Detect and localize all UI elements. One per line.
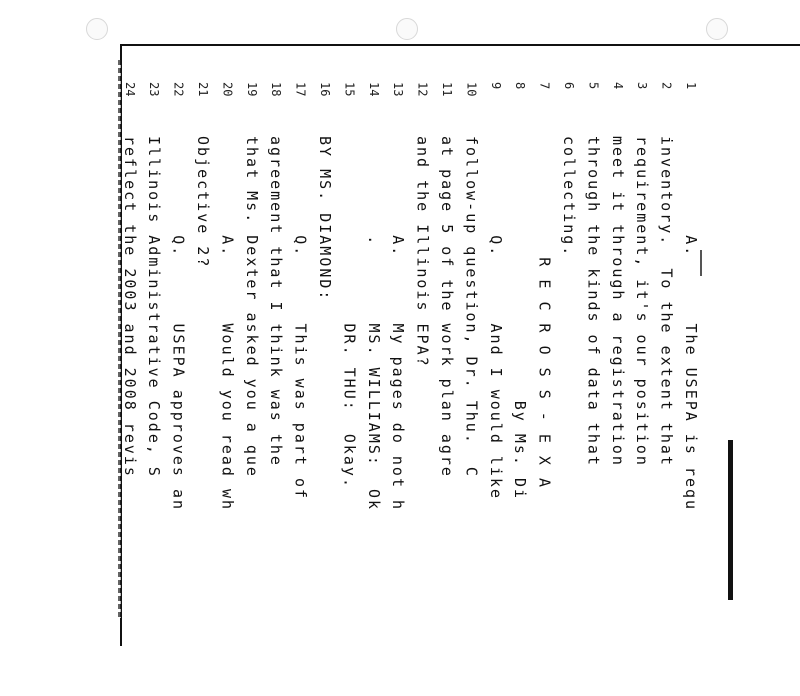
transcript-line bbox=[656, 136, 678, 696]
line-number: 22 bbox=[171, 82, 186, 97]
line-number: 16 bbox=[318, 82, 332, 97]
line-number: 6 bbox=[562, 82, 576, 90]
line-number: 2 bbox=[659, 82, 674, 90]
line-number: 5 bbox=[586, 82, 601, 90]
transcript-line-text: A. My pages do not h bbox=[389, 136, 408, 512]
transcript-line bbox=[168, 136, 190, 696]
transcript-line bbox=[436, 136, 458, 696]
transcript-line bbox=[290, 136, 312, 696]
transcript-line-text: inventory. To the extent that bbox=[657, 136, 676, 467]
line-number: 13 bbox=[391, 82, 406, 97]
line-number: 4 bbox=[610, 82, 625, 90]
line-number: 7 bbox=[537, 82, 552, 90]
line-number: 14 bbox=[366, 82, 381, 97]
transcript-line bbox=[412, 136, 434, 696]
transcript-line bbox=[460, 136, 482, 696]
transcript-line bbox=[363, 136, 385, 696]
transcript-line-text: Q. USEPA approves an bbox=[169, 136, 188, 512]
transcript-line-text: DR. THU: Okay. bbox=[340, 136, 359, 489]
transcript-line-text: Illinois Administrative Code, S bbox=[145, 136, 164, 478]
line-number: 11 bbox=[440, 82, 454, 97]
transcript-line-text: through the kinds of data that bbox=[584, 136, 603, 467]
transcript-line-text: agreement that I think was the bbox=[267, 136, 286, 467]
transcript-line-text: requirement, it's our position bbox=[633, 136, 652, 467]
transcript-line-text: A. Would you read wh bbox=[218, 136, 237, 512]
line-number: 23 bbox=[147, 82, 162, 97]
transcript-line-text: A. The USEPA is requ bbox=[682, 136, 700, 512]
line-number: 17 bbox=[293, 82, 308, 97]
transcript-line-text: Q. This was part of bbox=[291, 136, 310, 501]
transcript-line-text: R E C R O S S - E X A bbox=[535, 136, 554, 489]
transcript-line bbox=[314, 136, 336, 696]
transcript-line-text: that Ms. Dexter asked you a que bbox=[242, 136, 261, 478]
line-number: 20 bbox=[220, 82, 235, 97]
transcript-line bbox=[265, 136, 287, 696]
transcript-line bbox=[534, 136, 556, 696]
transcript-line bbox=[216, 136, 238, 696]
transcript-line bbox=[485, 136, 507, 696]
line-number: 24 bbox=[122, 82, 137, 97]
line-number: 19 bbox=[244, 82, 259, 97]
transcript-line bbox=[607, 136, 629, 696]
transcript-line-text: BY MS. DIAMOND: bbox=[316, 136, 334, 302]
transcript-line bbox=[558, 136, 580, 696]
line-number: 12 bbox=[415, 82, 430, 97]
transcript-line bbox=[143, 136, 165, 696]
line-number: 18 bbox=[269, 82, 284, 97]
transcript-line bbox=[509, 136, 531, 696]
transcript-line-text: By Ms. Di bbox=[511, 136, 530, 501]
transcript-line-text: meet it through a registration bbox=[608, 136, 627, 467]
line-number: 21 bbox=[196, 82, 210, 97]
line-number: 9 bbox=[488, 82, 503, 90]
line-number: 15 bbox=[342, 82, 357, 97]
transcript-line bbox=[582, 136, 604, 696]
transcript-line bbox=[192, 136, 214, 696]
transcript-line-text: Q. And I would like bbox=[486, 136, 505, 501]
transcript-line-text: at page 5 of the work plan agre bbox=[438, 136, 456, 478]
line-number: 10 bbox=[464, 82, 479, 97]
line-number: 3 bbox=[635, 82, 650, 90]
transcript-line bbox=[680, 136, 702, 696]
transcript-line bbox=[338, 136, 360, 696]
transcript-line-text: collecting. bbox=[560, 136, 578, 258]
transcript-line-text: follow-up question, Dr. Thu. C bbox=[462, 136, 481, 478]
line-number: 8 bbox=[513, 82, 528, 90]
transcript-line-text: and the Illinois EPA? bbox=[413, 136, 432, 368]
transcript-line bbox=[631, 136, 653, 696]
transcript-line bbox=[241, 136, 263, 696]
transcript-line-text: Objective 2? bbox=[194, 136, 212, 269]
transcript-line-text: reflect the 2003 and 2008 revis bbox=[120, 136, 139, 478]
line-number: 1 bbox=[684, 82, 698, 90]
transcript-line bbox=[119, 136, 141, 696]
transcript-line-text: . MS. WILLIAMS: Ok bbox=[364, 136, 383, 512]
transcript-line bbox=[387, 136, 409, 696]
